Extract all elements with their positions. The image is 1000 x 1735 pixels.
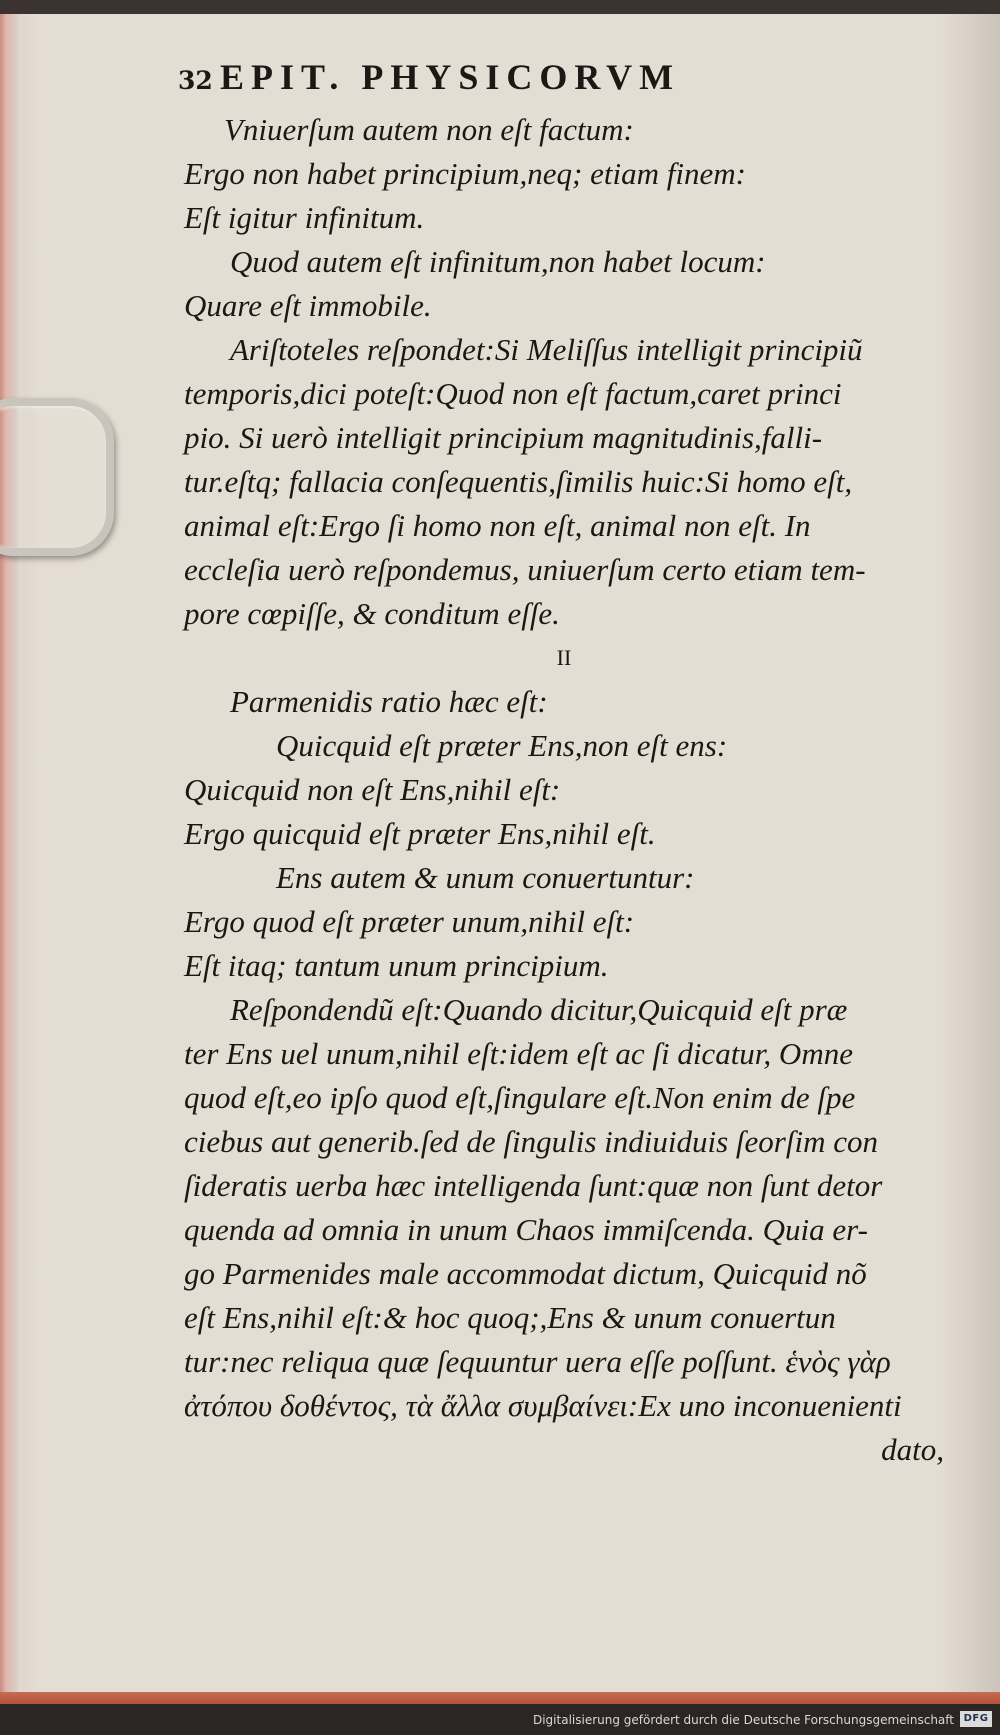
text-line: quenda ad omnia in unum Chaos immiſcenda. Quia er- [184, 1212, 868, 1247]
dfg-logo-icon: DFG [960, 1711, 992, 1727]
text-line: dato, [881, 1432, 944, 1467]
paper-clip-icon [0, 398, 114, 556]
text-line: go Parmenides male accommodat dictum, Quicquid nõ [184, 1256, 867, 1291]
page-left-edge [0, 14, 22, 1702]
text-line: ciebus aut generib.ſed de ſingulis indiuiduis ſeorſim con [184, 1124, 878, 1159]
page-header [178, 52, 858, 102]
text-line: Parmenidis ratio hæc eſt: [230, 684, 548, 719]
text-line: eſt Ens,nihil eſt:& hoc quoq;,Ens & unum conuertun [184, 1300, 836, 1335]
text-line: temporis,dici poteſt:Quod non eſt factum,caret princi [184, 376, 842, 411]
body-text [184, 108, 944, 1472]
scan-top-band [0, 0, 1000, 14]
text-line: Ergo quod eſt præter unum,nihil eſt: [184, 904, 635, 939]
text-line: ἀτόπου δοθέντος, τὰ ἄλλα συμβαίνει:Ex uno inconuenienti [184, 1388, 902, 1423]
text-line: Ariſtoteles reſpondet:Si Meliſſus intelligit principiũ [230, 332, 863, 367]
text-line: Quicquid non eſt Ens,nihil eſt: [184, 772, 561, 807]
text-line: Quare eſt immobile. [184, 288, 432, 323]
text-line: Quod autem eſt infinitum,non habet locum: [230, 244, 766, 279]
text-line: Ens autem & unum conuertuntur: [276, 860, 695, 895]
text-line: quod eſt,eo ipſo quod eſt,ſingulare eſt.Non enim de ſpe [184, 1080, 856, 1115]
text-line: ſideratis uerba hæc intelligenda ſunt:quæ non ſunt detor [184, 1168, 883, 1203]
text-line: Ergo quicquid eſt præter Ens,nihil eſt. [184, 816, 656, 851]
text-line: ter Ens uel unum,nihil eſt:idem eſt ac ſi dicatur, Omne [184, 1036, 853, 1071]
text-line: Eſt igitur infinitum. [184, 200, 425, 235]
text-line: Quicquid eſt præter Ens,non eſt ens: [276, 728, 728, 763]
text-line: pore cœpiſſe, & conditum eſſe. [184, 596, 560, 631]
section-number: II [556, 645, 572, 670]
text-line: tur:nec reliqua quæ ſequuntur uera eſſe poſſunt. ἑνὸς γὰρ [184, 1344, 891, 1379]
text-line: animal eſt:Ergo ſi homo non eſt, animal non eſt. In [184, 508, 811, 543]
page-number: 32 [178, 66, 213, 95]
text-line: Reſpondendũ eſt:Quando dicitur,Quicquid eſt præ [230, 992, 848, 1027]
text-line: Ergo non habet principium,neq; etiam finem: [184, 156, 746, 191]
text-line: pio. Si uerò intelligit principium magnitudinis,falli- [184, 420, 823, 455]
text-line: Vniuerſum autem non eſt factum: [224, 112, 634, 147]
footer-bar [0, 1704, 1000, 1735]
text-line: eccleſia uerò reſpondemus, uniuerſum certo etiam tem- [184, 552, 866, 587]
running-head: EPIT. PHYSICORVM [220, 57, 681, 97]
text-line: tur.eſtq; fallacia conſequentis,ſimilis huic:Si homo eſt, [184, 464, 853, 499]
page-bottom-edge [0, 1692, 1000, 1704]
text-line: Eſt itaq; tantum unum principium. [184, 948, 609, 983]
footer-credit: Digitalisierung gefördert durch die Deutsche Forschungsgemeinschaft [532, 1713, 954, 1727]
